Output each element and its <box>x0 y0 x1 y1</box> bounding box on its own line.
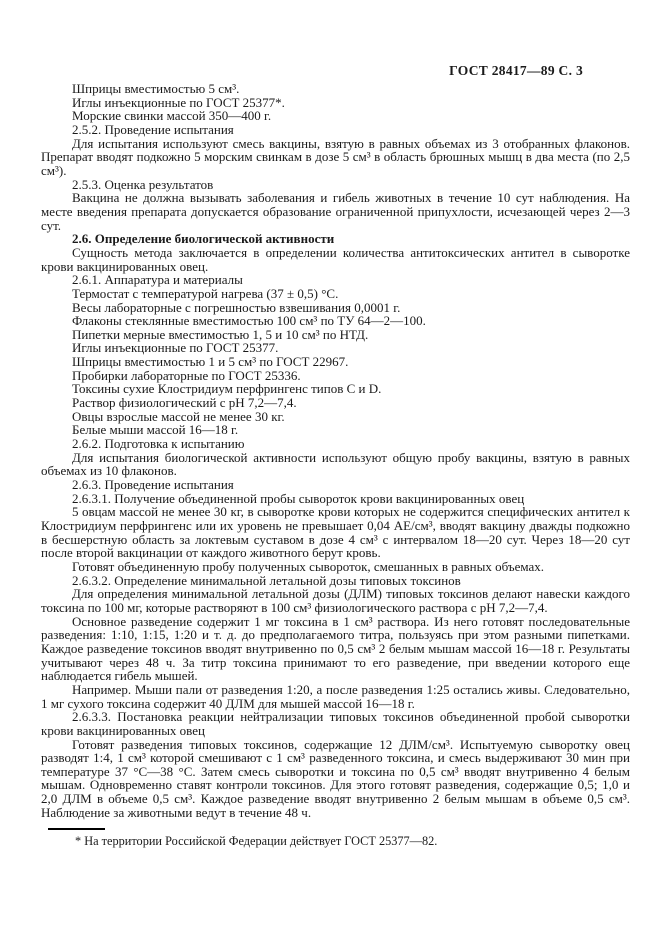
paragraph: Вакцина не должна вызывать заболевания и гибель животных в течение 10 сут наблюдения. На месте введения препарата допускается образование ограниченной припухлости, исчезающей через 2—3 сут. <box>41 190 630 233</box>
clause-heading-2-5-2: 2.5.2. Проведение испытания <box>72 121 234 137</box>
paragraph: Пипетки мерные вместимостью 1, 5 и 10 см³ по НТД. <box>72 326 369 342</box>
paragraph: Для испытания используют смесь вакцины, взятую в равных объемах из 3 отобранных флаконов. Препарат вводят подкожно 5 морским свинкам в дозе 5 см³ в область брюшных мышц в два места (по 2,5 см³). <box>41 135 630 178</box>
paragraph: 5 овцам массой не менее 30 кг, в сыворотке крови которых не содержится специфических антител к Клостридиум перфрингенс или их уровень не превышает 0,04 АЕ/см³, вводят вакцину дважды подкожно в бесшерстную область за локтевым суставом в дозе 4 см³ с интервалом 18—20 сут. Через 18—20 сут после второй вакцинации от каждого животного берут кровь. <box>41 504 630 561</box>
page-header: ГОСТ 28417—89 С. 3 <box>449 63 583 78</box>
paragraph: Термостат с температурой нагрева (37 ± 0,5) °С. <box>72 285 339 301</box>
paragraph: Иглы инъекционные по ГОСТ 25377*. <box>72 94 285 110</box>
paragraph: Например. Мыши пали от разведения 1:20, а после разведения 1:25 остались живы. Следовательно, 1 мг сухого токсина содержит 40 ДЛМ для мышей массой 16—18 г. <box>41 681 630 711</box>
paragraph: Для определения минимальной летальной дозы (ДЛМ) типовых токсинов делают навески каждого токсина по 100 мг, которые растворяют в 100 см³ физиологического раствора с pH 7,2—7,4. <box>41 586 630 615</box>
footnote-separator <box>48 828 105 830</box>
clause-heading-2-6-3-2: 2.6.3.2. Определение минимальной летальной дозы типовых токсинов <box>72 572 461 588</box>
paragraph: Сущность метода заключается в определении количества антитоксических антител в сыворотке крови вакцинированных овец. <box>41 244 630 274</box>
clause-heading-2-5-3: 2.5.3. Оценка результатов <box>72 176 214 192</box>
clause-heading-2-6-1: 2.6.1. Аппаратура и материалы <box>72 272 243 288</box>
paragraph: Пробирки лабораторные по ГОСТ 25336. <box>72 367 301 383</box>
paragraph: Иглы инъекционные по ГОСТ 25377. <box>72 340 279 356</box>
paragraph: Овцы взрослые массой не менее 30 кг. <box>72 408 285 424</box>
paragraph: Шприцы вместимостью 1 и 5 см³ по ГОСТ 22967. <box>72 354 349 370</box>
paragraph: Белые мыши массой 16—18 г. <box>72 422 239 438</box>
document-body <box>41 82 630 849</box>
footnote-text: * На территории Российской Федерации действует ГОСТ 25377—82. <box>75 834 438 849</box>
clause-heading-2-6-3-3: 2.6.3.3. Постановка реакции нейтрализации типовых токсинов объединенной пробой сыворотки крови вакцинированных овец <box>41 709 630 738</box>
paragraph: Готовят объединенную пробу полученных сывороток, смешанных в равных объемах. <box>72 558 545 574</box>
paragraph: Готовят разведения типовых токсинов, содержащие 12 ДЛМ/см³. Испытуемую сыворотку овец разводят 1:4, 1 см³ которой смешивают с 1 см³ разведенного токсина, и смесь выдерживают 30 мин при температуре 37 °С—38 °С. Затем смесь сыворотки и токсина по 0,5 см³ вводят внутривенно 4 белым мышам. Одновременно ставят контроли токсинов. Для этого готовят разведения, содержащие 0,5; 1,0 и 2,0 ДЛМ в объеме 0,5 см³. Каждое разведение вводят внутривенно 2 белым мышам в объеме 0,5 см³. Наблюдение за животными ведут в течение 48 ч. <box>41 736 630 820</box>
paragraph: Морские свинки массой 350—400 г. <box>72 108 272 124</box>
paragraph: Флаконы стеклянные вместимостью 100 см³ по ТУ 64—2—100. <box>72 313 426 329</box>
paragraph: Токсины сухие Клостридиум перфрингенс типов C и D. <box>72 381 382 397</box>
clause-heading-2-6-3: 2.6.3. Проведение испытания <box>72 477 234 493</box>
paragraph: Весы лабораторные с погрешностью взвешивания 0,0001 г. <box>72 299 401 315</box>
paragraph: Шприцы вместимостью 5 см³. <box>72 81 240 96</box>
footnote-block <box>41 828 630 848</box>
clause-heading-2-6-3-1: 2.6.3.1. Получение объединенной пробы сывороток крови вакцинированных овец <box>72 490 525 506</box>
paragraph: Раствор физиологический с pH 7,2—7,4. <box>72 395 297 411</box>
clause-heading-2-6-2: 2.6.2. Подготовка к испытанию <box>72 436 245 452</box>
paragraph: Основное разведение содержит 1 мг токсина в 1 см³ раствора. Из него готовят последовательные разведения: 1:10, 1:15, 1:20 и т. д. до предполагаемого титра, пользуясь при этом разными пипетками. Каждое разведение токсинов вводят внутривенно по 0,5 см³ 2 белым мышам массой 16—18 г. Результаты учитывают через 48 ч. За титр токсина принимают то его разведение, при введении которого еще наблюдается гибель мышей. <box>41 613 630 684</box>
section-heading-2-6: 2.6. Определение биологической активности <box>72 231 335 247</box>
paragraph: Для испытания биологической активности используют общую пробу вакцины, взятую в равных объемах из 10 флаконов. <box>41 449 630 479</box>
